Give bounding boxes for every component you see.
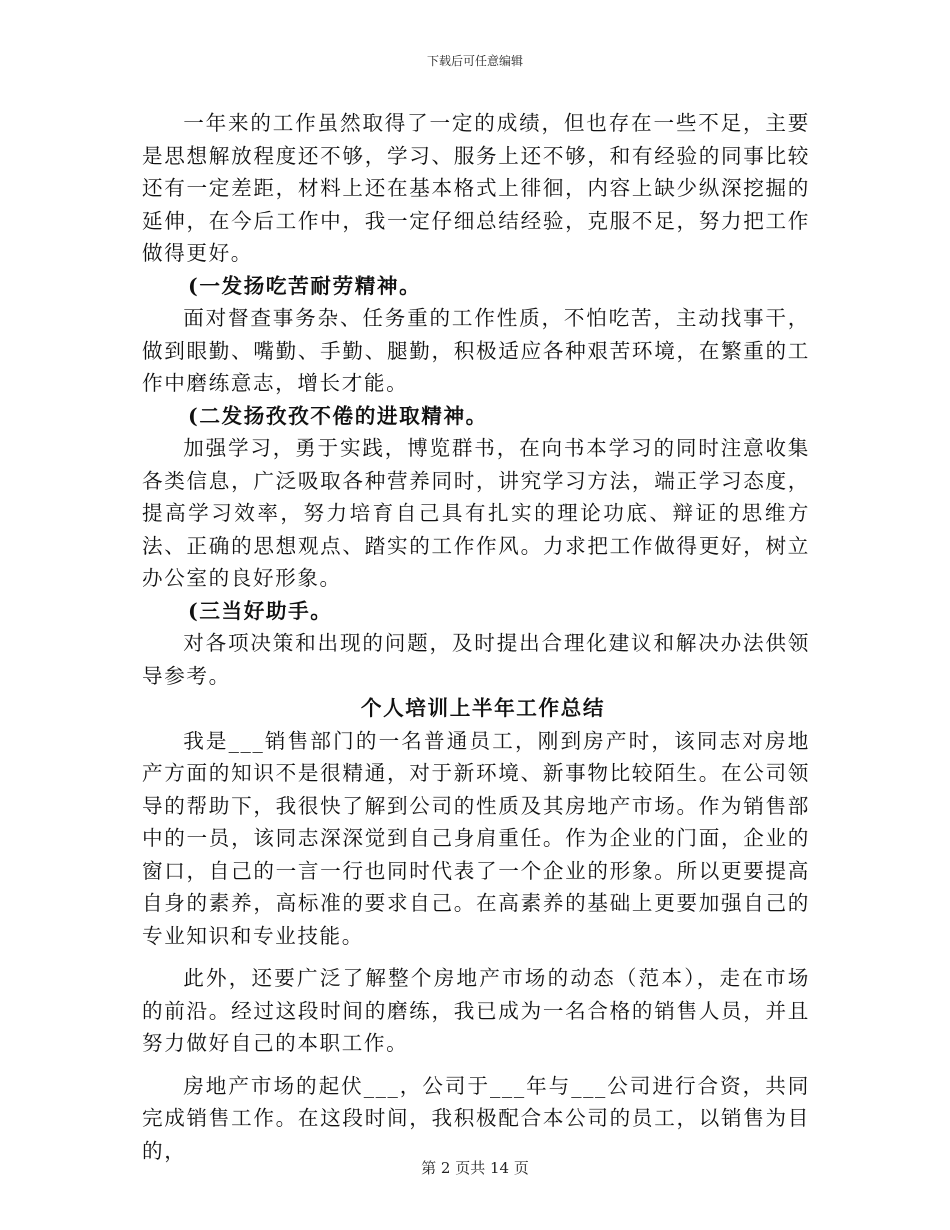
paragraph-cooperation: 房地产市场的起伏___，公司于___年与___公司进行合资，共同完成销售工作。在这段时间，我积极配合本公司的员工，以销售为目的， [142,1073,810,1163]
page-footer: 第 2 页共 14 页 [421,1159,529,1177]
document-body [142,107,810,1167]
page-header: 下载后可任意编辑 [426,54,523,68]
paragraph-summary: 一年来的工作虽然取得了一定的成绩，但也存在一些不足，主要是思想解放程度还不够，学习、服务上还不够，和有经验的同事比较还有一定差距，材料上还在基本格式上徘徊，内容上缺少纵深挖掘的延伸，在今后工作中，我一定仔细总结经验，克服不足，努力把工作做得更好。 [142,111,810,265]
heading-point-3: (三当好助手。 [188,598,333,623]
paragraph-market: 此外，还要广泛了解整个房地产市场的动态（范本），走在市场的前沿。经过这段时间的磨练，我已成为一名合格的销售人员，并且努力做好自己的本职工作。 [142,966,810,1055]
heading-point-1: (一发扬吃苦耐劳精神。 [188,273,422,298]
paragraph-intro: 我是___销售部门的一名普通员工，刚到房产时，该同志对房地产方面的知识不是很精通，对于新环境、新事物比较陌生。在公司领导的帮助下，我很快了解到公司的性质及其房地产市场。作为销售部中的一员，该同志深深觉到自己身肩重任。作为企业的门面，企业的窗口，自己的一言一行也同时代表了一个企业的形象。所以更要提高自身的素养，高标准的要求自己。在高素养的基础上更要加强自己的专业知识和专业技能。 [142,728,810,948]
paragraph-point-2: 加强学习，勇于实践，博览群书，在向书本学习的同时注意收集各类信息，广泛吸取各种营养同时，讲究学习方法，端正学习态度，提高学习效率，努力培育自己具有扎实的理论功底、辩证的思维方法、正确的思想观点、踏实的工作作风。力求把工作做得更好，树立办公室的良好形象。 [142,436,810,590]
paragraph-point-3: 对各项决策和出现的问题，及时提出合理化建议和解决办法供领导参考。 [142,631,810,688]
section-title: 个人培训上半年工作总结 [360,696,606,720]
paragraph-point-1: 面对督查事务杂、任务重的工作性质，不怕吃苦，主动找事干，做到眼勤、嘴勤、手勤、腿勤，积极适应各种艰苦环境，在繁重的工作中磨练意志，增长才能。 [142,306,810,395]
heading-point-2: (二发扬孜孜不倦的进取精神。 [188,403,488,428]
